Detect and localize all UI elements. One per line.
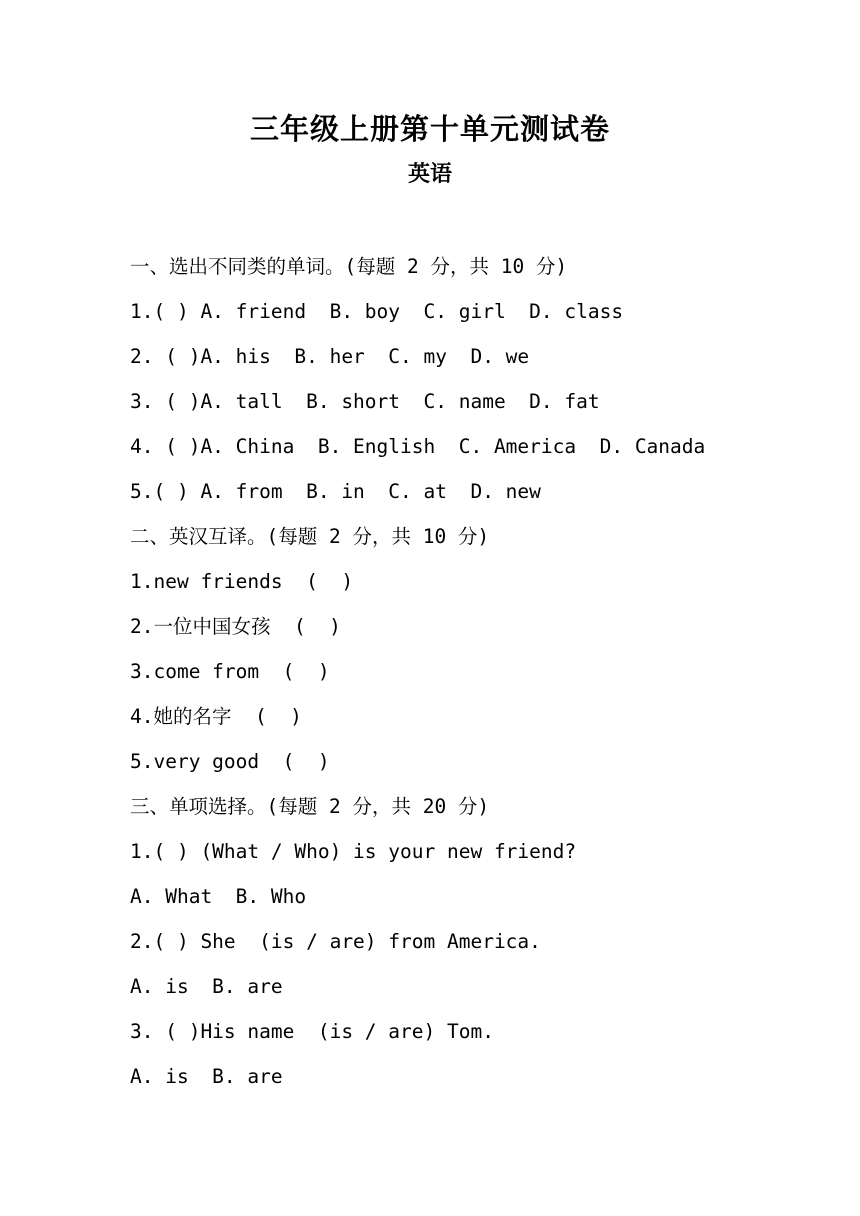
exam-content (130, 244, 830, 1099)
page-title: 三年级上册第十单元测试卷 (249, 112, 610, 146)
answer-options: A. is B. are (130, 975, 283, 998)
section-1-heading: 一、选出不同类的单词。(每题 2 分，共 10 分) (130, 255, 568, 278)
question-line: 4.她的名字 ( ) (130, 705, 302, 728)
answer-options: A. is B. are (130, 1065, 283, 1088)
page-subtitle: 英语 (407, 161, 452, 187)
question-line: 2.一位中国女孩 ( ) (130, 615, 341, 638)
question-line: 3.come from ( ) (130, 660, 330, 683)
question-line: 1.( ) A. friend B. boy C. girl D. class (130, 300, 624, 323)
question-line: 2.( ) She (is / are) from America. (130, 930, 541, 953)
question-line: 1.new friends ( ) (130, 570, 354, 593)
section-2-heading: 二、英汉互译。(每题 2 分，共 10 分) (130, 525, 490, 548)
question-line: 1.( ) (What / Who) is your new friend? (130, 840, 577, 863)
section-3-heading: 三、单项选择。(每题 2 分，共 20 分) (130, 795, 490, 818)
question-line: 5.very good ( ) (130, 750, 330, 773)
question-line: 2. ( )A. his B. her C. my D. we (130, 345, 530, 368)
question-line: 3. ( )A. tall B. short C. name D. fat (130, 390, 600, 413)
question-line: 3. ( )His name (is / are) Tom. (130, 1020, 494, 1043)
answer-options: A. What B. Who (130, 885, 307, 908)
question-line: 4. ( )A. China B. English C. America D. Canada (130, 435, 706, 458)
question-line: 5.( ) A. from B. in C. at D. new (130, 480, 541, 503)
